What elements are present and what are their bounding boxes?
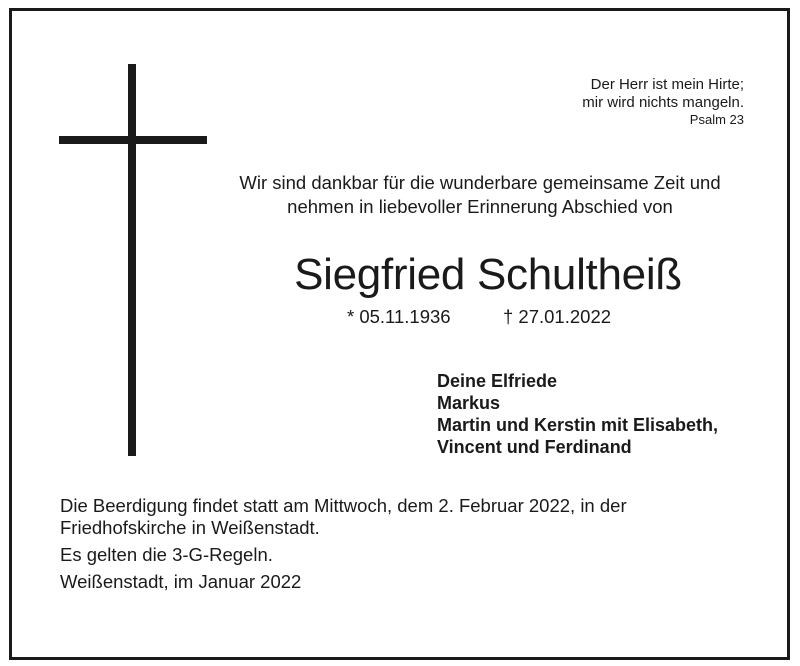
cross-vertical-bar xyxy=(128,64,136,456)
life-dates xyxy=(347,306,612,328)
intro-line-2: nehmen in liebevoller Erinnerung Abschied von xyxy=(287,196,673,217)
death-date: † 27.01.2022 xyxy=(503,306,612,327)
mourner-line: Vincent und Ferdinand xyxy=(437,437,632,457)
mourners-list xyxy=(437,370,718,458)
funeral-line-3: Es gelten die 3-G-Regeln. xyxy=(60,544,273,565)
funeral-line-2: Friedhofskirche in Weißenstadt. xyxy=(60,517,320,538)
psalm-quote xyxy=(582,76,744,128)
funeral-info xyxy=(60,495,760,593)
funeral-line-4: Weißenstadt, im Januar 2022 xyxy=(60,571,302,592)
intro-text xyxy=(200,171,760,219)
mourner-line: Martin und Kerstin mit Elisabeth, xyxy=(437,415,719,435)
cross-horizontal-bar xyxy=(59,136,207,144)
mourner-line: Markus xyxy=(437,393,501,413)
deceased-name: Siegfried Schultheiß xyxy=(294,250,682,299)
psalm-line-1: Der Herr ist mein Hirte; xyxy=(590,76,744,93)
mourner-line: Deine Elfriede xyxy=(437,371,558,391)
intro-line-1: Wir sind dankbar für die wunderbare gemeinsame Zeit und xyxy=(239,172,721,193)
psalm-reference: Psalm 23 xyxy=(689,112,744,127)
funeral-line-1: Die Beerdigung findet statt am Mittwoch, dem 2. Februar 2022, in der xyxy=(60,495,627,516)
psalm-line-2: mir wird nichts mangeln. xyxy=(582,94,744,111)
birth-date: * 05.11.1936 xyxy=(347,306,451,327)
